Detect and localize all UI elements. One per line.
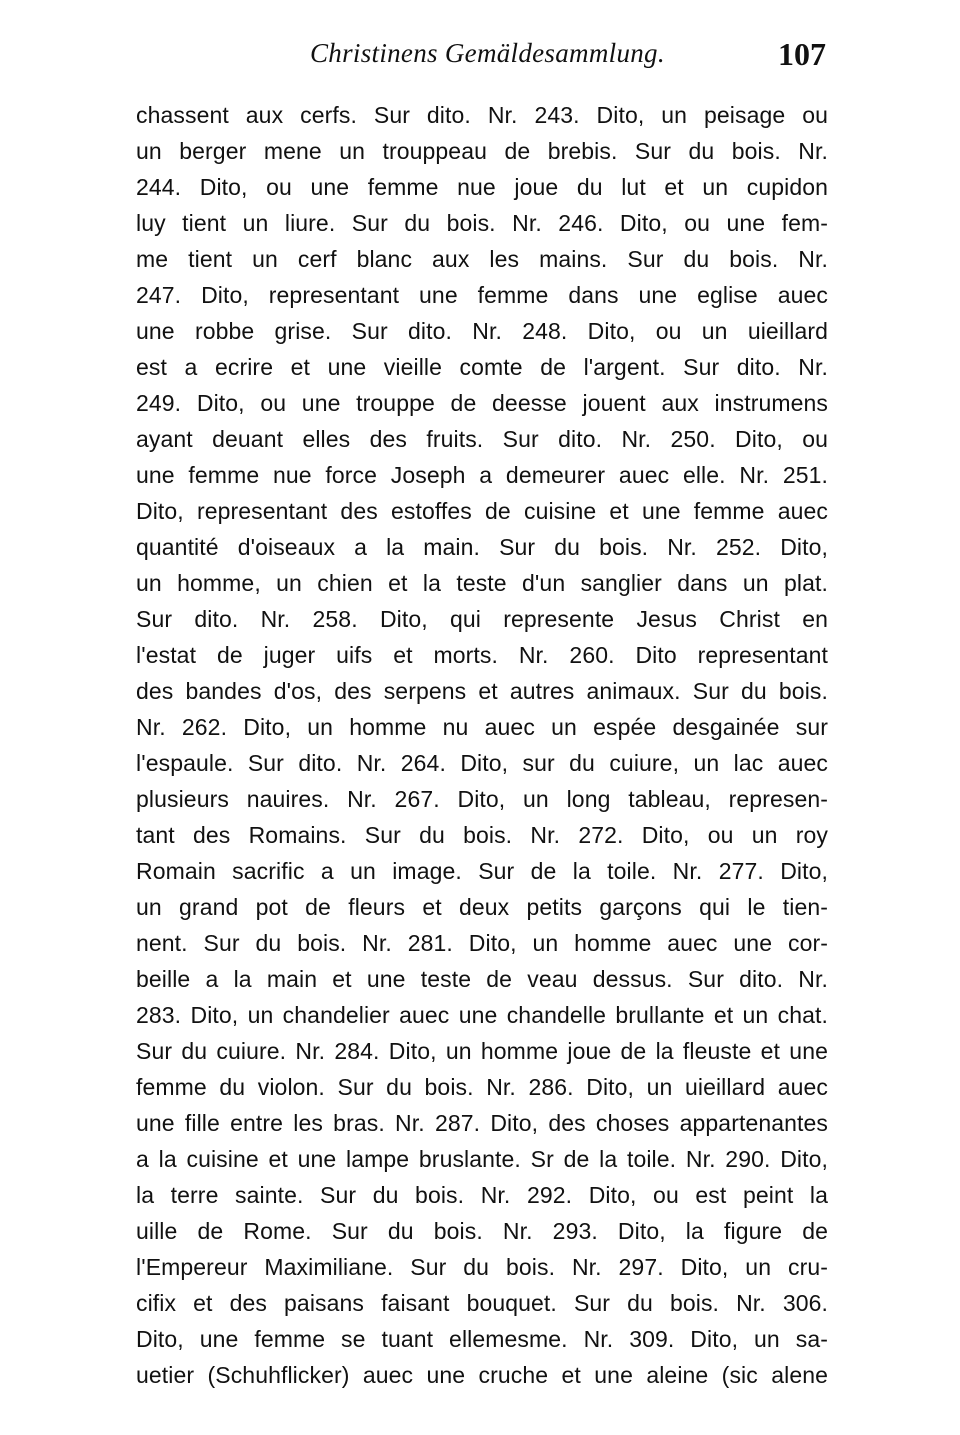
text-line: la terre sainte. Sur du bois. Nr. 292. Dito, ou est peint la — [136, 1182, 828, 1208]
text-line: une robbe grise. Sur dito. Nr. 248. Dito, ou un uieillard — [136, 318, 828, 344]
text-line: Dito, representant des estoffes de cuisine et une femme auec — [136, 498, 828, 524]
text-line: a la cuisine et une lampe bruslante. Sr de la toile. Nr. 290. Dito, — [136, 1146, 828, 1172]
text-line: femme du violon. Sur du bois. Nr. 286. Dito, un uieillard auec — [136, 1074, 828, 1100]
text-line: une femme nue force Joseph a demeurer auec elle. Nr. 251. — [136, 462, 828, 488]
text-line: quantité d'oiseaux a la main. Sur du bois. Nr. 252. Dito, — [136, 534, 828, 560]
text-line: luy tient un liure. Sur du bois. Nr. 246. Dito, ou une fem- — [136, 210, 828, 236]
text-line: Sur du cuiure. Nr. 284. Dito, un homme joue de la fleuste et une — [136, 1038, 828, 1064]
text-line: Nr. 262. Dito, un homme nu auec un espée desgainée sur — [136, 714, 828, 740]
running-title: Christinens Gemäldesammlung. — [310, 38, 665, 68]
text-line: uille de Rome. Sur du bois. Nr. 293. Dito, la figure de — [136, 1218, 828, 1244]
text-line: un homme, un chien et la teste d'un sanglier dans un plat. — [136, 570, 828, 596]
body-text — [136, 97, 828, 1393]
text-line: ayant deuant elles des fruits. Sur dito. Nr. 250. Dito, ou — [136, 426, 828, 452]
text-line: 249. Dito, ou une trouppe de deesse jouent aux instrumens — [136, 390, 828, 416]
text-line: l'espaule. Sur dito. Nr. 264. Dito, sur du cuiure, un lac auec — [136, 750, 828, 776]
text-line: 244. Dito, ou une femme nue joue du lut et un cupidon — [136, 174, 828, 200]
text-line: uetier (Schuhflicker) auec une cruche et une aleine (sic alene — [136, 1362, 828, 1388]
text-line: l'estat de juger uifs et morts. Nr. 260. Dito representant — [136, 642, 828, 668]
text-line: est a ecrire et une vieille comte de l'argent. Sur dito. Nr. — [136, 354, 828, 380]
text-line: chassent aux cerfs. Sur dito. Nr. 243. Dito, un peisage ou — [136, 102, 828, 128]
text-line: Sur dito. Nr. 258. Dito, qui represente Jesus Christ en — [136, 606, 828, 632]
text-line: un berger mene un trouppeau de brebis. Sur du bois. Nr. — [136, 138, 828, 164]
text-line: 247. Dito, representant une femme dans une eglise auec — [136, 282, 828, 308]
text-line: Dito, une femme se tuant ellemesme. Nr. 309. Dito, un sa- — [136, 1326, 828, 1352]
text-line: Romain sacrific a un image. Sur de la toile. Nr. 277. Dito, — [136, 858, 828, 884]
text-line: des bandes d'os, des serpens et autres animaux. Sur du bois. — [136, 678, 828, 704]
text-line: plusieurs nauires. Nr. 267. Dito, un long tableau, represen- — [136, 786, 828, 812]
text-line: cifix et des paisans faisant bouquet. Sur du bois. Nr. 306. — [136, 1290, 828, 1316]
text-line: l'Empereur Maximiliane. Sur du bois. Nr. 297. Dito, un cru- — [136, 1254, 828, 1280]
text-line: 283. Dito, un chandelier auec une chandelle brullante et un chat. — [136, 1002, 828, 1028]
text-line: une fille entre les bras. Nr. 287. Dito, des choses appartenantes — [136, 1110, 828, 1136]
text-line: nent. Sur du bois. Nr. 281. Dito, un homme auec une cor- — [136, 930, 828, 956]
page-number: 107 — [778, 36, 826, 72]
text-line: me tient un cerf blanc aux les mains. Sur du bois. Nr. — [136, 246, 828, 272]
text-line: tant des Romains. Sur du bois. Nr. 272. Dito, ou un roy — [136, 822, 828, 848]
text-line: un grand pot de fleurs et deux petits garçons qui le tien- — [136, 894, 828, 920]
text-line: beille a la main et une teste de veau dessus. Sur dito. Nr. — [136, 966, 828, 992]
